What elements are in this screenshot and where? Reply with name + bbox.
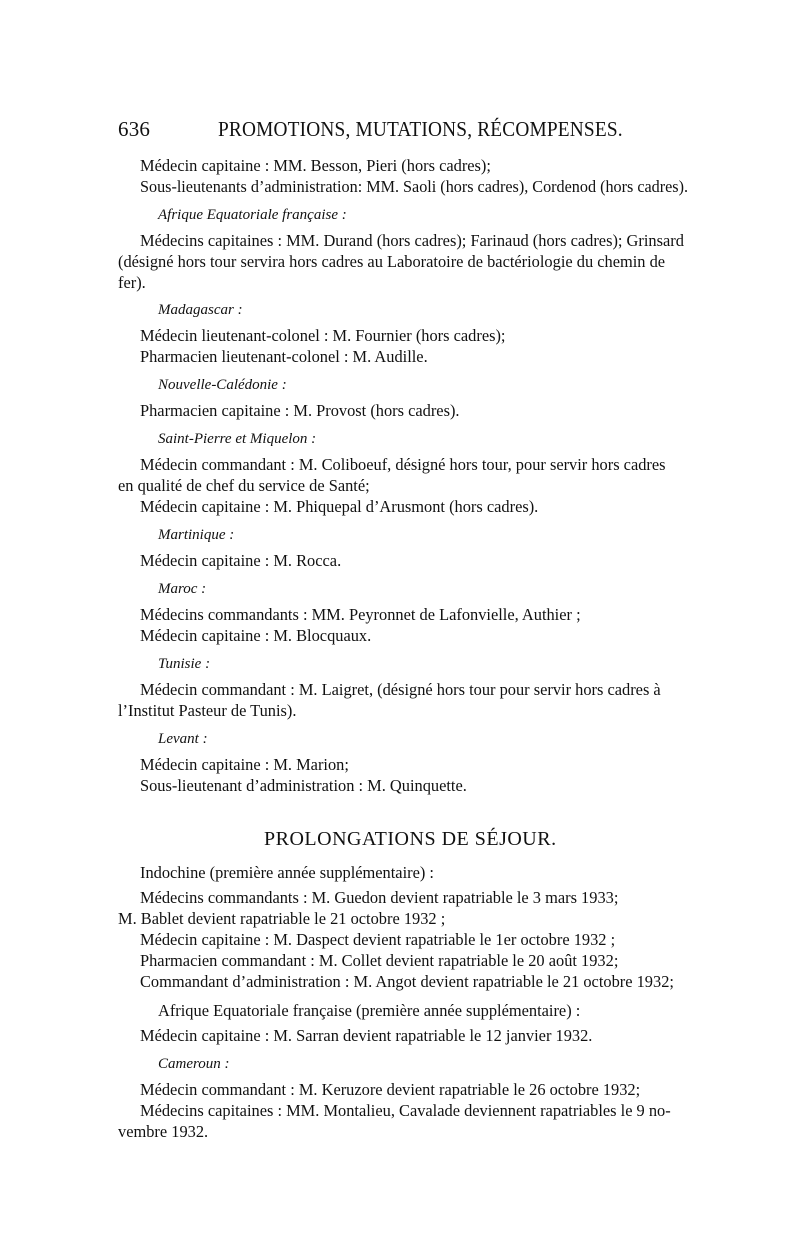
region-heading: Tunisie : bbox=[158, 656, 211, 672]
region-heading: Levant : bbox=[158, 731, 208, 747]
region-heading: Madagascar : bbox=[158, 302, 243, 318]
region-heading: Nouvelle-Calédonie : bbox=[158, 377, 287, 393]
text-line: Sous-lieutenants d’administration: MM. Saoli (hors cadres), Cordenod (hors cadres). bbox=[140, 177, 689, 196]
text-line: en qualité de chef du service de Santé; bbox=[118, 476, 370, 495]
region-heading: Maroc : bbox=[158, 581, 207, 597]
text-line: Médecin capitaine : M. Sarran devient rapatriable le 12 janvier 1932. bbox=[140, 1026, 593, 1045]
text-line: Médecin capitaine : M. Daspect devient rapatriable le 1er octobre 1932 ; bbox=[140, 930, 616, 949]
text-line: Indochine (première année supplémentaire) : bbox=[140, 863, 434, 882]
page-number: 636 bbox=[118, 117, 151, 141]
text-line: Médecin capitaine : M. Marion; bbox=[140, 755, 349, 774]
text-line: fer). bbox=[118, 273, 146, 292]
section-title: PROLONGATIONS DE SÉJOUR. bbox=[264, 828, 557, 850]
text-line: Médecins commandants : MM. Peyronnet de Lafonvielle, Authier ; bbox=[140, 605, 581, 624]
text-line: Médecin lieutenant-colonel : M. Fournier (hors cadres); bbox=[140, 326, 506, 345]
text-line: vembre 1932. bbox=[118, 1122, 209, 1141]
text-line: Médecin commandant : M. Keruzore devient rapatriable le 26 octobre 1932; bbox=[140, 1080, 641, 1099]
text-line: Médecins capitaines : MM. Durand (hors cadres); Farinaud (hors cadres); Grinsard bbox=[140, 231, 684, 250]
text-line: Commandant d’administration : M. Angot devient rapatriable le 21 octobre 1932; bbox=[140, 972, 674, 991]
text-line: Médecins capitaines : MM. Montalieu, Cavalade deviennent rapatriables le 9 no- bbox=[140, 1101, 671, 1120]
text-line: Médecin capitaine : MM. Besson, Pieri (hors cadres); bbox=[140, 156, 491, 175]
text-line: Médecin capitaine : M. Phiquepal d’Arusmont (hors cadres). bbox=[140, 497, 539, 516]
text-line: l’Institut Pasteur de Tunis). bbox=[118, 701, 297, 720]
text-line: Pharmacien lieutenant-colonel : M. Audille. bbox=[140, 347, 428, 366]
text-line: (désigné hors tour servira hors cadres au Laboratoire de bactériologie du chemin de bbox=[118, 252, 666, 271]
text-line: Médecin capitaine : M. Rocca. bbox=[140, 551, 342, 570]
region-heading: Martinique : bbox=[158, 527, 235, 543]
text-line: Médecin commandant : M. Coliboeuf, désigné hors tour, pour servir hors cadres bbox=[140, 455, 666, 474]
text-line: Afrique Equatoriale française (première année supplémentaire) : bbox=[158, 1001, 581, 1020]
text-line: Médecin capitaine : M. Blocquaux. bbox=[140, 626, 372, 645]
text-line: Pharmacien capitaine : M. Provost (hors cadres). bbox=[140, 401, 460, 420]
region-heading: Saint-Pierre et Miquelon : bbox=[158, 431, 317, 447]
region-heading: Afrique Equatoriale française : bbox=[158, 207, 347, 223]
text-line: Pharmacien commandant : M. Collet devient rapatriable le 20 août 1932; bbox=[140, 951, 619, 970]
text-line: Sous-lieutenant d’administration : M. Quinquette. bbox=[140, 776, 467, 795]
text-line: Médecin commandant : M. Laigret, (désigné hors tour pour servir hors cadres à bbox=[140, 680, 661, 699]
running-title: PROMOTIONS, MUTATIONS, RÉCOMPENSES. bbox=[218, 117, 623, 141]
region-heading: Cameroun : bbox=[158, 1056, 230, 1072]
text-line: Médecins commandants : M. Guedon devient rapatriable le 3 mars 1933; bbox=[140, 888, 619, 907]
text-line: M. Bablet devient rapatriable le 21 octobre 1932 ; bbox=[118, 909, 446, 928]
page-header bbox=[118, 117, 688, 147]
